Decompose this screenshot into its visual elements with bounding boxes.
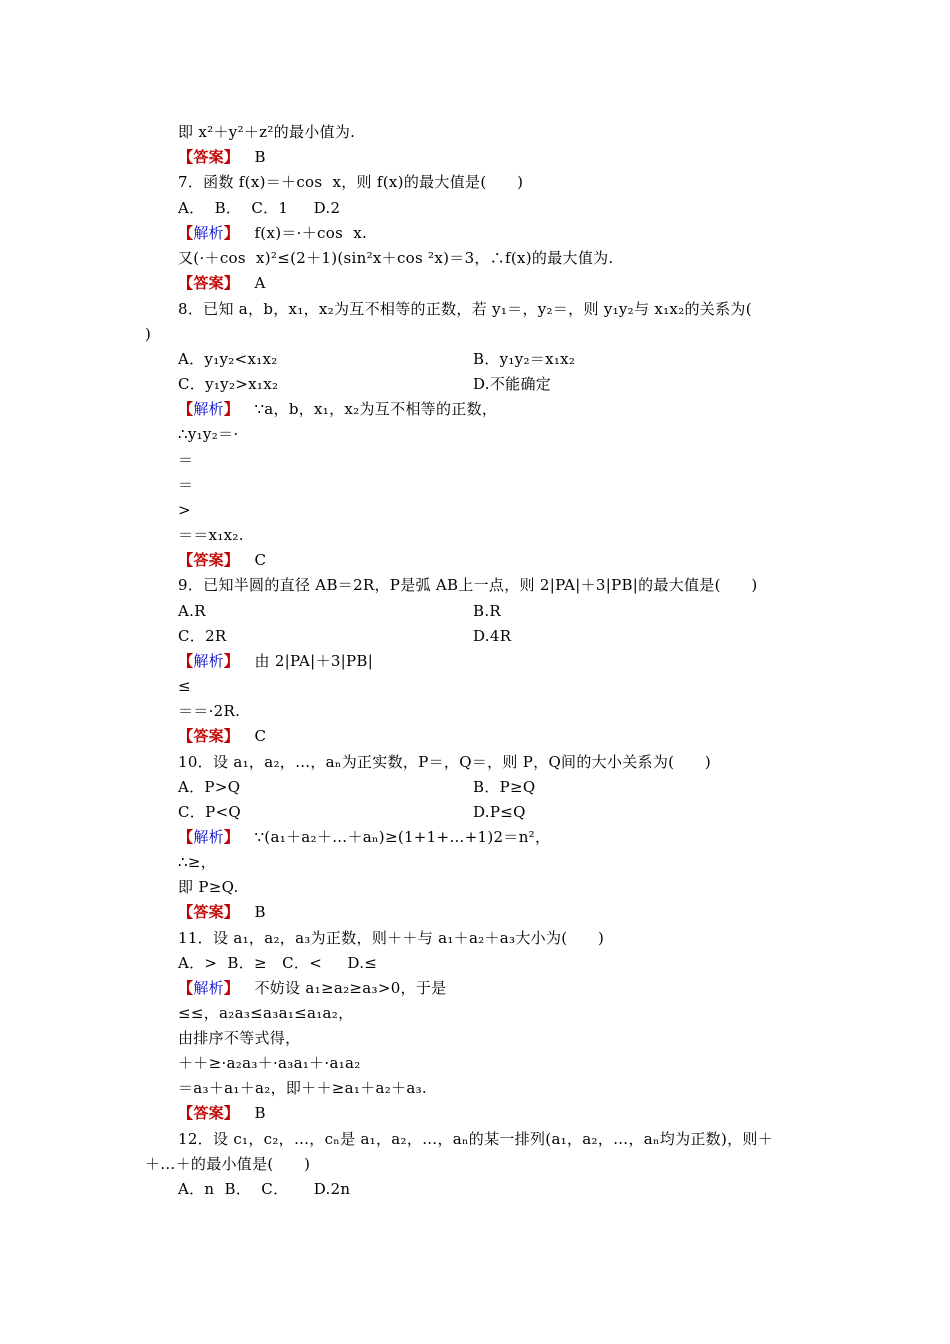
text-line xyxy=(178,902,266,922)
line-text: B.R xyxy=(473,602,501,620)
text-line xyxy=(178,1129,773,1149)
line-text: ＝ xyxy=(178,451,194,469)
line-text: A． B． C．1 D.2 xyxy=(178,199,341,217)
text-line xyxy=(178,701,240,721)
line-text: 11．设 a₁，a₂，a₃为正数，则＋＋与 a₁＋a₂＋a₃大小为( ) xyxy=(178,929,605,947)
line-text: C．y₁y₂>x₁x₂ xyxy=(178,375,279,393)
text-line xyxy=(178,450,193,470)
line-text: ∵a，b，x₁，x₂为互不相等的正数， xyxy=(254,400,498,418)
text-line xyxy=(178,978,446,998)
line-text: ＋＋≥·a₂a₃＋·a₃a₁＋·a₁a₂ xyxy=(178,1054,361,1072)
text-line xyxy=(178,223,367,243)
text-line xyxy=(178,928,604,948)
line-text: f(x)＝·＋cos x. xyxy=(254,224,368,242)
text-line xyxy=(178,852,216,872)
line-text: ≤ xyxy=(178,677,191,695)
line-text: ＝a₃＋a₁＋a₂，即＋＋≥a₁＋a₂＋a₃. xyxy=(178,1079,427,1097)
analysis-tag: 【解析】 xyxy=(178,979,240,997)
line-text: 8．已知 a，b，x₁，x₂为互不相等的正数，若 y₁＝，y₂＝，则 y₁y₂与 x₁x₂的关系为( xyxy=(178,300,752,318)
text-line xyxy=(178,424,238,444)
line-text: C xyxy=(254,727,267,745)
line-text: B．y₁y₂＝x₁x₂ xyxy=(473,350,576,368)
line-text: A．P>Q xyxy=(178,778,241,796)
text-line xyxy=(178,349,278,369)
line-text: 不妨设 a₁≥a₂≥a₃>0，于是 xyxy=(254,979,447,997)
text-line xyxy=(178,877,239,897)
text-line xyxy=(178,1053,361,1073)
text-line xyxy=(178,953,377,973)
text-line xyxy=(178,1103,266,1123)
text-line xyxy=(178,525,244,545)
analysis-tag: 【解析】 xyxy=(178,224,240,242)
text-line xyxy=(178,752,711,772)
answer-tag: 【答案】 xyxy=(178,274,240,292)
text-line xyxy=(178,500,191,520)
analysis-tag: 【解析】 xyxy=(178,652,240,670)
line-text: 即 P≥Q. xyxy=(178,878,239,896)
text-line xyxy=(473,601,501,621)
text-line xyxy=(473,777,535,797)
text-line xyxy=(145,324,151,344)
text-line xyxy=(178,550,266,570)
text-line xyxy=(178,172,523,192)
text-line xyxy=(178,777,240,797)
line-text: C．2R xyxy=(178,627,227,645)
text-line xyxy=(178,601,206,621)
line-text: D.P≤Q xyxy=(473,803,526,821)
line-text: C．P<Q xyxy=(178,803,241,821)
line-text: ∴≥， xyxy=(178,853,217,871)
text-line xyxy=(178,575,758,595)
text-line xyxy=(473,349,575,369)
line-text: > xyxy=(178,501,191,519)
line-text: C xyxy=(254,551,267,569)
line-text: B xyxy=(254,1104,266,1122)
line-text: B xyxy=(254,148,266,166)
line-text: ∵(a₁＋a₂＋…＋aₙ)≥(1+1+…+1)2＝n²， xyxy=(254,828,551,846)
line-text: A．y₁y₂<x₁x₂ xyxy=(178,350,278,368)
line-text: 7．函数 f(x)＝＋cos x，则 f(x)的最大值是( ) xyxy=(178,173,524,191)
text-line xyxy=(473,374,551,394)
line-text: B xyxy=(254,903,266,921)
text-line xyxy=(178,248,614,268)
line-text: B．P≥Q xyxy=(473,778,536,796)
line-text: ＝ xyxy=(178,476,194,494)
text-line xyxy=(145,1154,310,1174)
analysis-tag: 【解析】 xyxy=(178,400,240,418)
analysis-tag: 【解析】 xyxy=(178,828,240,846)
text-line xyxy=(178,726,266,746)
text-line xyxy=(178,147,266,167)
text-line xyxy=(178,827,550,847)
line-text: 12．设 c₁，c₂，…，cₙ是 a₁，a₂，…，aₙ的某一排列(a₁，a₂，…，aₙ均为正数)，则＋ xyxy=(178,1130,774,1148)
line-text: 由排序不等式得， xyxy=(178,1029,301,1047)
text-line xyxy=(178,475,193,495)
line-text: 又(·＋cos x)²≤(2＋1)(sin²x＋cos ²x)＝3，∴f(x)的最大值为. xyxy=(178,249,614,267)
text-line xyxy=(178,1078,427,1098)
line-text: 10．设 a₁，a₂，…，aₙ为正实数，P＝，Q＝，则 P，Q间的大小关系为( ) xyxy=(178,753,712,771)
line-text: D.4R xyxy=(473,627,512,645)
line-text: ＋…＋的最小值是( ) xyxy=(145,1155,311,1173)
text-line xyxy=(178,299,752,319)
text-line xyxy=(473,626,511,646)
text-line xyxy=(178,273,266,293)
answer-tag: 【答案】 xyxy=(178,551,240,569)
text-line xyxy=(178,651,373,671)
text-line xyxy=(178,1179,350,1199)
text-line xyxy=(473,802,526,822)
text-line xyxy=(178,122,355,142)
line-text: A xyxy=(254,274,266,292)
answer-tag: 【答案】 xyxy=(178,727,240,745)
line-text: 由 2|PA|＋3|PB| xyxy=(254,652,374,670)
line-text: ≤≤，a₂a₃≤a₃a₁≤a₁a₂， xyxy=(178,1004,354,1022)
text-line xyxy=(178,676,191,696)
answer-tag: 【答案】 xyxy=(178,148,240,166)
line-text: D.不能确定 xyxy=(473,375,552,393)
text-line xyxy=(178,198,340,218)
text-line xyxy=(178,802,241,822)
line-text: ＝＝x₁x₂. xyxy=(178,526,244,544)
text-line xyxy=(178,374,278,394)
text-line xyxy=(178,399,497,419)
line-text: A.R xyxy=(178,602,206,620)
line-text: A．> B．≥ C．< D.≤ xyxy=(178,954,378,972)
line-text: ∴y₁y₂＝· xyxy=(178,425,239,443)
answer-tag: 【答案】 xyxy=(178,903,240,921)
text-line xyxy=(178,1028,300,1048)
text-line xyxy=(178,626,227,646)
line-text: ＝＝·2R. xyxy=(178,702,241,720)
line-text: 即 x²＋y²＋z²的最小值为. xyxy=(178,123,356,141)
text-line xyxy=(178,1003,353,1023)
answer-tag: 【答案】 xyxy=(178,1104,240,1122)
line-text: A．n B． C． D.2n xyxy=(178,1180,351,1198)
line-text: ) xyxy=(145,325,152,343)
line-text: 9．已知半圆的直径 AB＝2R，P是弧 AB上一点，则 2|PA|＋3|PB|的最大值是( ) xyxy=(178,576,758,594)
